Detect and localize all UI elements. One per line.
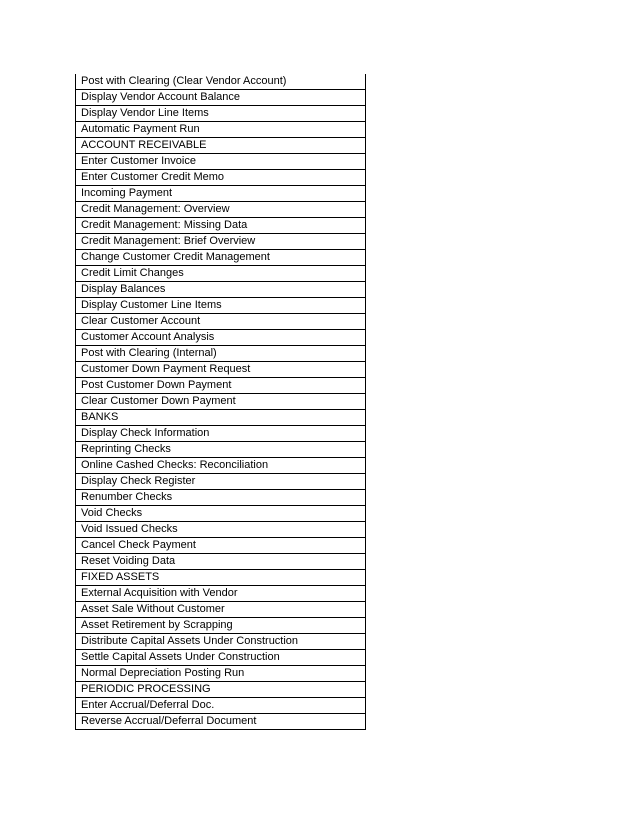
table-cell: Display Customer Line Items (76, 298, 366, 314)
table-cell: Change Customer Credit Management (76, 250, 366, 266)
table-row (76, 618, 366, 634)
table-cell: PERIODIC PROCESSING (76, 682, 366, 698)
table-cell: Display Check Information (76, 426, 366, 442)
table-cell: Credit Limit Changes (76, 266, 366, 282)
table-cell: External Acquisition with Vendor (76, 586, 366, 602)
table-cell: Reprinting Checks (76, 442, 366, 458)
table-row (76, 410, 366, 426)
table-cell: FIXED ASSETS (76, 570, 366, 586)
table-cell: Post with Clearing (Internal) (76, 346, 366, 362)
table-cell: Clear Customer Account (76, 314, 366, 330)
table-row (76, 650, 366, 666)
table-row (76, 682, 366, 698)
table-row (76, 666, 366, 682)
table-cell: Reset Voiding Data (76, 554, 366, 570)
table-cell: Normal Depreciation Posting Run (76, 666, 366, 682)
table-cell: Display Check Register (76, 474, 366, 490)
table-row (76, 218, 366, 234)
table-cell: Credit Management: Missing Data (76, 218, 366, 234)
table-cell: Customer Down Payment Request (76, 362, 366, 378)
table-row (76, 234, 366, 250)
table-row (76, 394, 366, 410)
table-row (76, 506, 366, 522)
table-row (76, 554, 366, 570)
table-cell: Enter Customer Invoice (76, 154, 366, 170)
table-row (76, 154, 366, 170)
table-row (76, 266, 366, 282)
table-row (76, 714, 366, 730)
table-cell: Incoming Payment (76, 186, 366, 202)
table-row (76, 298, 366, 314)
table-cell: Cancel Check Payment (76, 538, 366, 554)
table-row (76, 122, 366, 138)
table-row (76, 490, 366, 506)
table-row (76, 522, 366, 538)
table-cell: Reverse Accrual/Deferral Document (76, 714, 366, 730)
table-cell: BANKS (76, 410, 366, 426)
table-row (76, 138, 366, 154)
table-row (76, 90, 366, 106)
table-cell: Enter Customer Credit Memo (76, 170, 366, 186)
table-row (76, 378, 366, 394)
table-row (76, 314, 366, 330)
table-cell: Renumber Checks (76, 490, 366, 506)
table-row (76, 250, 366, 266)
table-cell: Asset Retirement by Scrapping (76, 618, 366, 634)
table-cell: Enter Accrual/Deferral Doc. (76, 698, 366, 714)
table-row (76, 698, 366, 714)
table-row (76, 282, 366, 298)
table-row (76, 202, 366, 218)
table-row (76, 586, 366, 602)
table-row (76, 170, 366, 186)
transaction-table-wrapper (75, 74, 366, 730)
table-row (76, 186, 366, 202)
table-row (76, 346, 366, 362)
table-cell: Void Checks (76, 506, 366, 522)
table-cell: Display Vendor Account Balance (76, 90, 366, 106)
table-row (76, 362, 366, 378)
table-row (76, 538, 366, 554)
table-cell: Credit Management: Brief Overview (76, 234, 366, 250)
table-cell: Online Cashed Checks: Reconciliation (76, 458, 366, 474)
table-cell: Display Balances (76, 282, 366, 298)
table-cell: Automatic Payment Run (76, 122, 366, 138)
table-row (76, 570, 366, 586)
table-cell: Customer Account Analysis (76, 330, 366, 346)
table-cell: Asset Sale Without Customer (76, 602, 366, 618)
table-cell: Void Issued Checks (76, 522, 366, 538)
table-row (76, 602, 366, 618)
table-row (76, 634, 366, 650)
table-cell: Clear Customer Down Payment (76, 394, 366, 410)
table-row (76, 106, 366, 122)
table-row (76, 74, 366, 90)
table-row (76, 458, 366, 474)
table-row (76, 426, 366, 442)
transaction-table-body (76, 74, 366, 730)
transaction-table (75, 74, 366, 730)
table-cell: Credit Management: Overview (76, 202, 366, 218)
table-cell: ACCOUNT RECEIVABLE (76, 138, 366, 154)
table-cell: Post Customer Down Payment (76, 378, 366, 394)
table-cell: Display Vendor Line Items (76, 106, 366, 122)
table-row (76, 474, 366, 490)
table-row (76, 442, 366, 458)
table-cell: Distribute Capital Assets Under Construction (76, 634, 366, 650)
table-cell: Post with Clearing (Clear Vendor Account) (76, 74, 366, 90)
table-cell: Settle Capital Assets Under Construction (76, 650, 366, 666)
table-row (76, 330, 366, 346)
